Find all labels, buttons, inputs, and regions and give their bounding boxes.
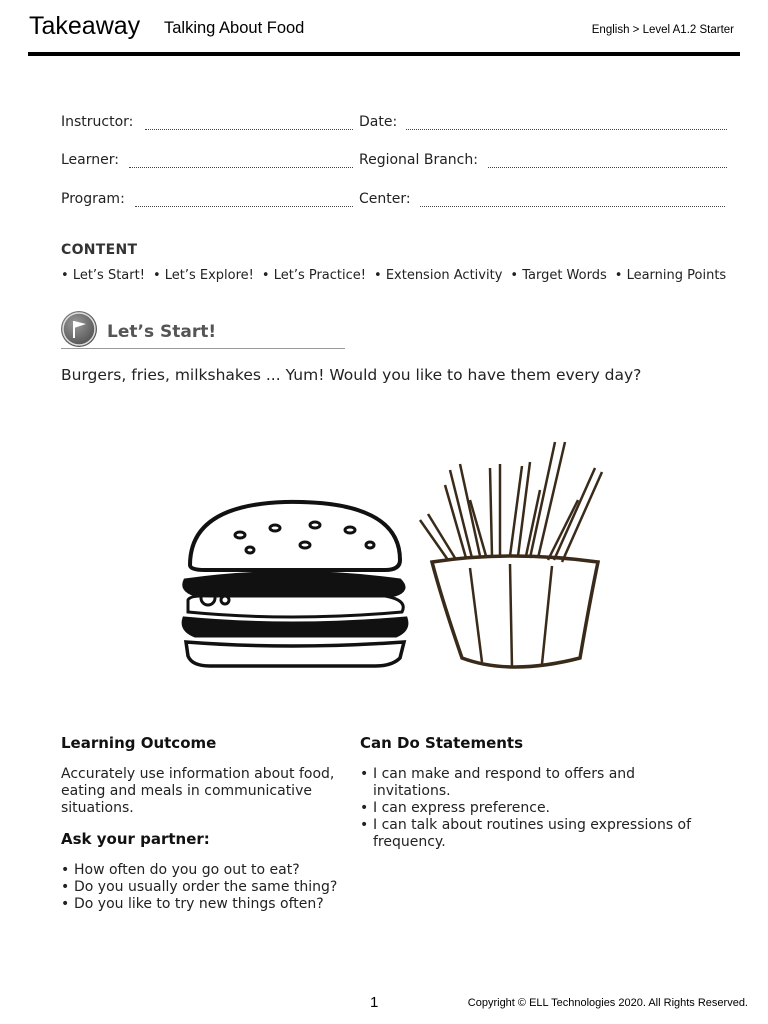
header-divider (28, 52, 740, 56)
list-item: • I can talk about routines using expressions of frequency. (360, 817, 705, 851)
regional-branch-field[interactable] (488, 167, 727, 168)
page-number: 1 (370, 994, 379, 1011)
content-item[interactable]: • Target Words (510, 268, 606, 283)
list-item: • Do you usually order the same thing? (61, 879, 361, 896)
program-label: Program: (61, 191, 125, 207)
learner-label: Learner: (61, 152, 119, 168)
content-item[interactable]: • Extension Activity (374, 268, 502, 283)
date-field[interactable] (406, 129, 727, 130)
list-item: • How often do you go out to eat? (61, 862, 361, 879)
copyright-text: Copyright © ELL Technologies 2020. All Rights Reserved. (467, 997, 748, 1009)
content-list (61, 268, 734, 283)
regional-branch-label: Regional Branch: (359, 152, 478, 168)
content-item[interactable]: • Let’s Start! (61, 268, 145, 283)
center-field[interactable] (420, 206, 725, 207)
list-item: • Do you like to try new things often? (61, 896, 361, 913)
can-do-list (360, 766, 705, 851)
brand-title: Takeaway (29, 12, 141, 40)
date-label: Date: (359, 114, 398, 130)
center-label: Center: (359, 191, 411, 207)
content-item[interactable]: • Learning Points (615, 268, 726, 283)
can-do-heading: Can Do Statements (360, 734, 524, 752)
content-item[interactable]: • Let’s Explore! (153, 268, 254, 283)
intro-text: Burgers, fries, milkshakes ... Yum! Would you like to have them every day? (61, 366, 642, 384)
learner-field[interactable] (129, 167, 353, 168)
content-heading: CONTENT (61, 242, 138, 258)
section-divider (61, 348, 345, 349)
content-item[interactable]: • Let’s Practice! (262, 268, 366, 283)
instructor-field[interactable] (145, 129, 353, 130)
list-item: • I can express preference. (360, 800, 705, 817)
learning-outcome-text: Accurately use information about food, eating and meals in communicative situations. (61, 766, 335, 816)
level-breadcrumb: English > Level A1.2 Starter (591, 24, 734, 36)
section-title-lets-start: Let’s Start! (107, 322, 217, 342)
program-field[interactable] (135, 206, 353, 207)
fries-icon (420, 442, 602, 668)
list-item: • I can make and respond to offers and invitations. (360, 766, 705, 800)
ask-partner-heading: Ask your partner: (61, 830, 210, 848)
lesson-title: Talking About Food (164, 19, 305, 37)
burger-icon (183, 502, 407, 666)
learning-outcome-heading: Learning Outcome (61, 734, 217, 752)
instructor-label: Instructor: (61, 114, 134, 130)
flag-icon (61, 311, 97, 347)
burger-fries-illustration (170, 430, 620, 680)
ask-partner-list (61, 862, 361, 913)
